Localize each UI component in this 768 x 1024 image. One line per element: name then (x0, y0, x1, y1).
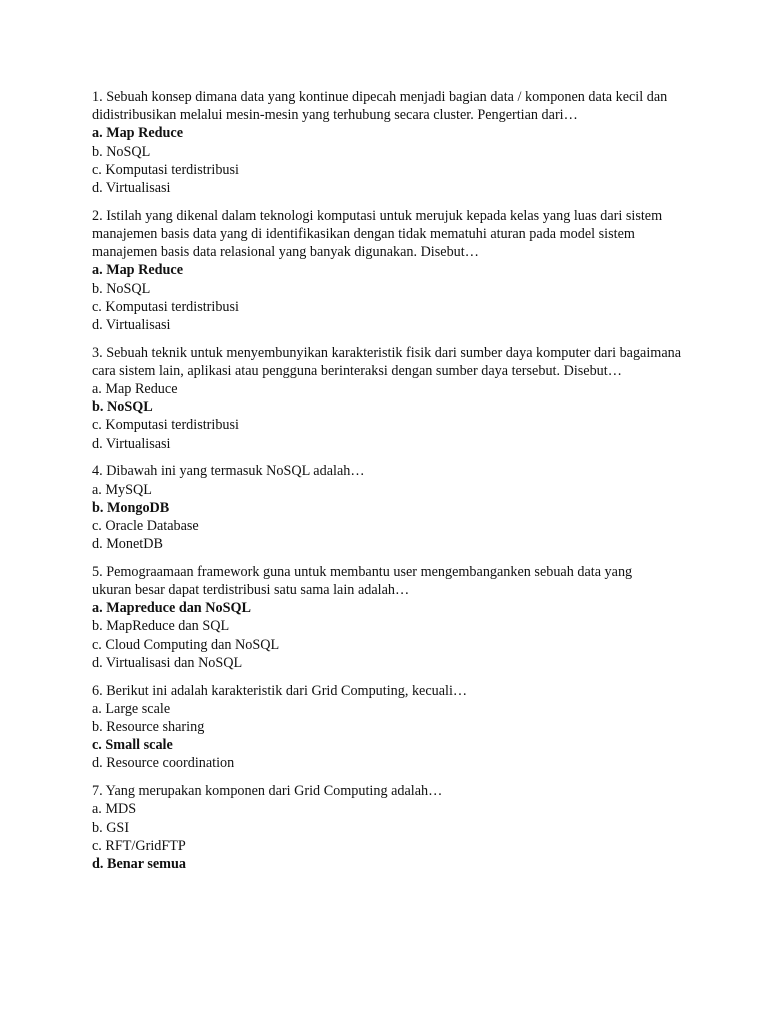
option-c: c. Komputasi terdistribusi (92, 298, 239, 315)
question-text: 4. Dibawah ini yang termasuk NoSQL adalah… (92, 463, 365, 480)
question-text: 5. Pemograamaan framework guna untuk membantu user mengembanganken sebuah data yang ukuran besar dapat terdistribusi satu sama lain adalah… (92, 563, 633, 599)
question-text: 7. Yang merupakan komponen dari Grid Computing adalah… (92, 783, 443, 800)
option-d: d. Resource coordination (92, 755, 235, 772)
option-b: b. GSI (92, 819, 130, 836)
option-a: a. Map Reduce (92, 381, 178, 398)
question-text: 6. Berikut ini adalah karakteristik dari Grid Computing, kecuali… (92, 682, 468, 699)
question-1 (92, 88, 684, 197)
question-text: 3. Sebuah teknik untuk menyembunyikan karakteristik fisik dari sumber daya komputer dari bagaimana cara sistem lain, aplikasi atau pengguna berinteraksi dengan sumber daya tersebut. Disebut… (92, 344, 682, 379)
option-b: b. NoSQL (92, 143, 151, 160)
option-a: a. Mapreduce dan NoSQL (92, 600, 251, 617)
question-2 (92, 207, 684, 334)
option-d: d. Virtualisasi (92, 316, 171, 333)
option-d: d. Virtualisasi dan NoSQL (92, 654, 243, 671)
option-b: b. NoSQL (92, 399, 153, 416)
question-7 (92, 782, 684, 873)
option-a: a. Map Reduce (92, 262, 184, 279)
question-3 (92, 344, 684, 453)
option-d: d. Virtualisasi (92, 180, 171, 197)
option-c: c. Small scale (92, 737, 173, 754)
option-b: b. Resource sharing (92, 719, 205, 735)
option-d: d. Benar semua (92, 855, 186, 872)
option-a: a. Map Reduce (92, 125, 184, 142)
option-d: d. Virtualisasi (92, 435, 171, 452)
question-5 (92, 563, 684, 672)
option-d: d. MonetDB (92, 536, 163, 553)
option-b: b. NoSQL (92, 280, 151, 297)
option-c: c. RFT/GridFTP (92, 837, 186, 854)
option-b: b. MapReduce dan SQL (92, 618, 230, 635)
option-a: a. MDS (92, 801, 137, 818)
option-c: c. Oracle Database (92, 517, 199, 534)
option-a: a. MySQL (92, 481, 152, 498)
question-text: 2. Istilah yang dikenal dalam teknologi komputasi untuk merujuk kepada kelas yang luas dari sistem manajemen basis data yang di identifikasikan dengan tidak mematuhi aturan pada model sistem manajemen basis data relasional yang banyak digunakan. Disebut… (92, 207, 663, 261)
option-c: c. Komputasi terdistribusi (92, 161, 239, 178)
document-page (92, 88, 684, 883)
option-c: c. Komputasi terdistribusi (92, 417, 239, 434)
option-a: a. Large scale (92, 700, 171, 717)
question-text: 1. Sebuah konsep dimana data yang kontinue dipecah menjadi bagian data / komponen data kecil dan didistribusikan melalui mesin-mesin yang terhubung secara cluster. Pengertian dari… (92, 89, 668, 124)
option-c: c. Cloud Computing dan NoSQL (92, 636, 280, 653)
option-b: b. MongoDB (92, 499, 170, 516)
question-4 (92, 462, 684, 553)
question-6 (92, 682, 684, 773)
